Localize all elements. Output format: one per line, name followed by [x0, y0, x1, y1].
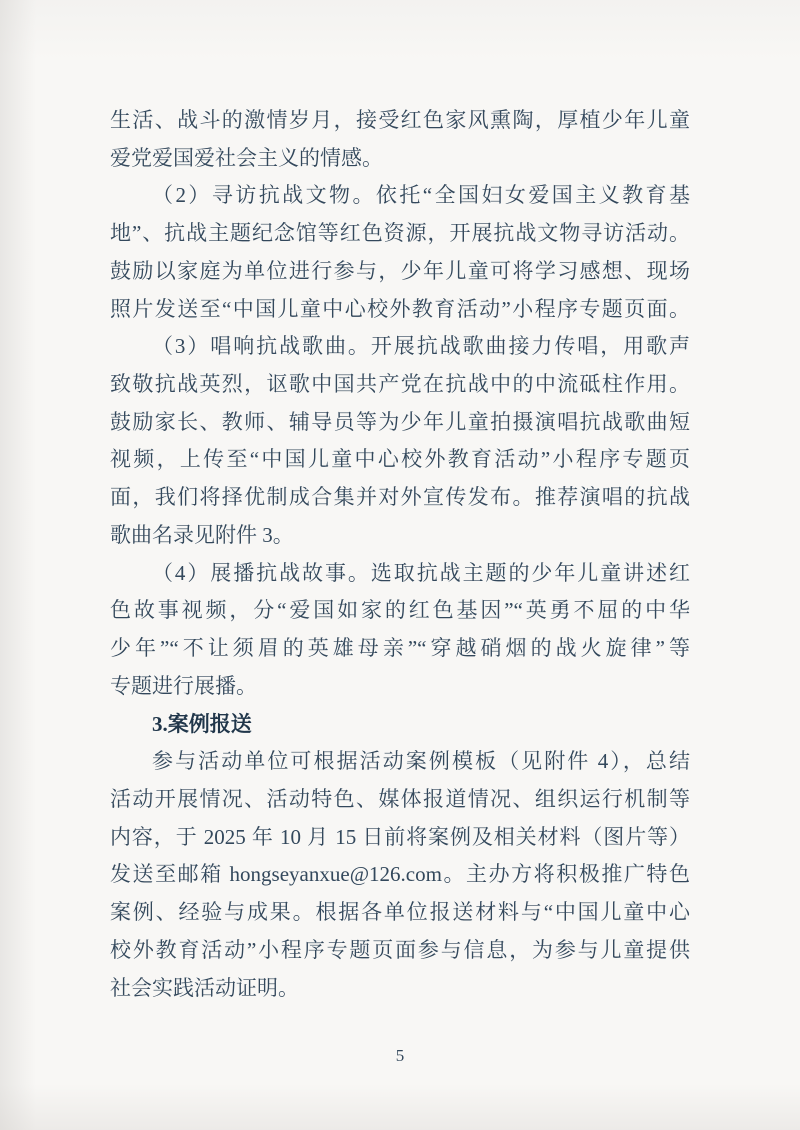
scan-top-tint	[0, 0, 800, 60]
page-number: 5	[395, 1046, 405, 1065]
text-line: 鼓励家长、教师、辅导员等为少年儿童拍摄演唱抗战歌曲短	[110, 409, 690, 434]
text-line: 视频，上传至“中国儿童中心校外教育活动”小程序专题页	[110, 447, 690, 472]
text-line: 少年”“不让须眉的英雄母亲”“穿越硝烟的战火旋律”等	[110, 636, 690, 661]
text-line: （4）展播抗战故事。选取抗战主题的少年儿童讲述红	[152, 560, 690, 585]
section-heading: 3.案例报送	[152, 711, 252, 736]
text-line: 校外教育活动”小程序专题页面参与信息，为参与儿童提供	[110, 937, 690, 962]
text-line: 致敬抗战英烈，讴歌中国共产党在抗战中的中流砥柱作用。	[110, 372, 690, 397]
text-line: 生活、战斗的激情岁月，接受红色家风熏陶，厚植少年儿童	[110, 108, 690, 132]
text-line: 面，我们将择优制成合集并对外宣传发布。推荐演唱的抗战	[110, 485, 690, 510]
text-line: 歌曲名录见附件 3。	[110, 522, 294, 547]
text-line: 地”、抗战主题纪念馆等红色资源，开展抗战文物寻访活动。	[110, 221, 690, 246]
text-line: 内容，于 2025 年 10 月 15 日前将案例及相关材料（图片等）	[110, 824, 690, 849]
text-line: 社会实践活动证明。	[110, 975, 299, 1000]
text-line: 参与活动单位可根据活动案例模板（见附件 4），总结	[152, 749, 690, 774]
text-line: 发送至邮箱 hongseyanxue@126.com。主办方将积极推广特色	[110, 862, 690, 887]
text-line: 爱党爱国爱社会主义的情感。	[110, 145, 383, 170]
text-line: 专题进行展播。	[110, 673, 257, 698]
scan-bottom-edge	[0, 1084, 800, 1130]
text-line: （2）寻访抗战文物。依托“全国妇女爱国主义教育基	[152, 183, 690, 208]
text-line: 鼓励以家庭为单位进行参与，少年儿童可将学习感想、现场	[110, 258, 690, 283]
scan-left-edge	[0, 0, 36, 1130]
text-line: 色故事视频，分“爱国如家的红色基因”“英勇不屈的中华	[110, 598, 690, 623]
document-body	[110, 102, 690, 1007]
text-line: 照片发送至“中国儿童中心校外教育活动”小程序专题页面。	[110, 296, 690, 321]
text-line: （3）唱响抗战歌曲。开展抗战歌曲接力传唱，用歌声	[152, 334, 690, 359]
text-line: 案例、经验与成果。根据各单位报送材料与“中国儿童中心	[110, 900, 690, 925]
text-line: 活动开展情况、活动特色、媒体报道情况、组织运行机制等	[110, 786, 690, 811]
